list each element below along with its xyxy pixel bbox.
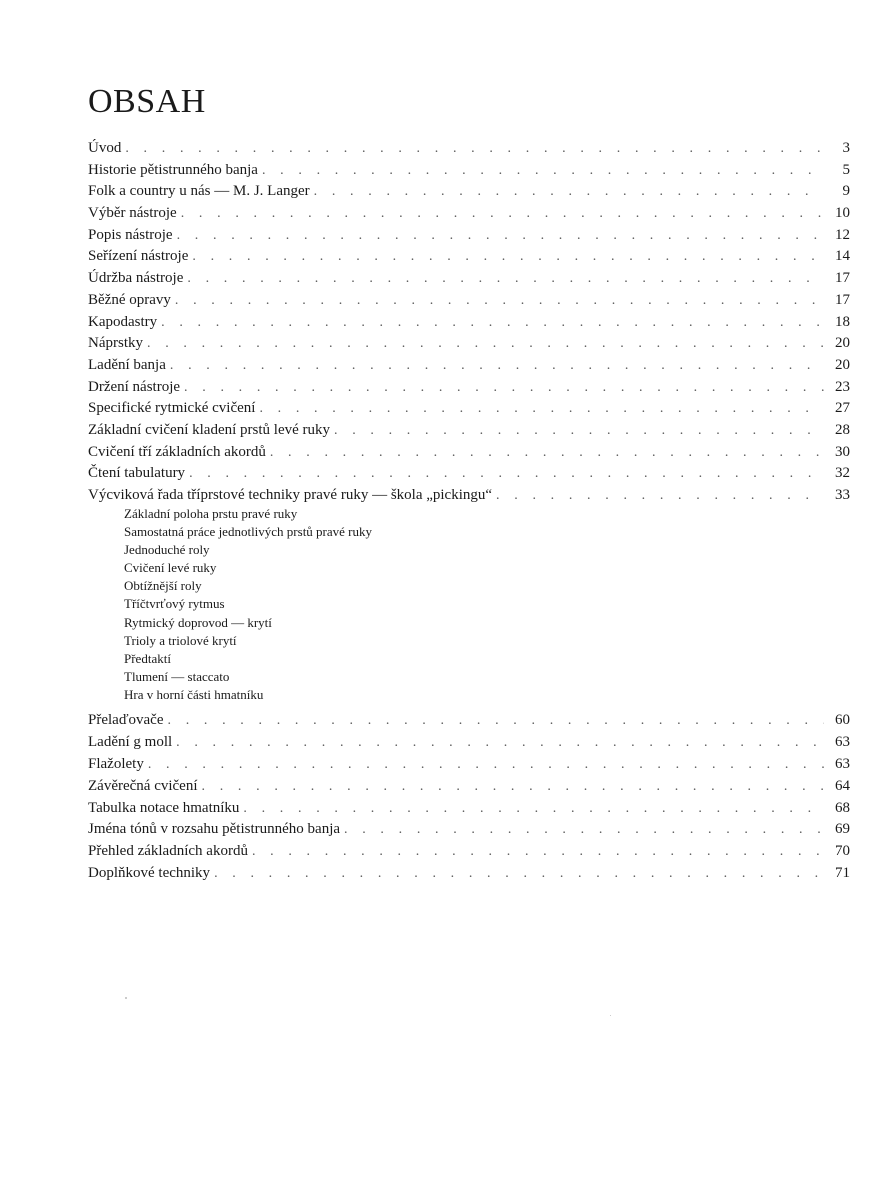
toc-entry bbox=[88, 312, 850, 334]
toc-main-list bbox=[88, 138, 850, 507]
toc-entry bbox=[88, 420, 850, 442]
toc-entry bbox=[88, 333, 850, 355]
toc-entry-title: Úvod bbox=[88, 140, 122, 156]
dot-leader bbox=[270, 442, 824, 464]
toc-entry-page: 20 bbox=[835, 356, 850, 373]
toc-entry bbox=[88, 203, 850, 225]
toc-sub-entry: Obtížnější roly bbox=[124, 578, 202, 594]
toc-entry bbox=[88, 290, 850, 312]
toc-sub-entry: Tříčtvrťový rytmus bbox=[124, 596, 225, 612]
toc-entry-page: 71 bbox=[835, 865, 850, 882]
toc-entry bbox=[88, 398, 850, 420]
toc-entry-page: 27 bbox=[835, 400, 850, 417]
toc-entry bbox=[88, 442, 850, 464]
toc-entry-title: Běžné opravy bbox=[88, 291, 171, 308]
toc-entry-page: 63 bbox=[835, 755, 850, 772]
toc-sub-entry: Samostatná práce jednotlivých prstů pravé ruky bbox=[124, 524, 373, 540]
toc-entry-page: 32 bbox=[835, 465, 850, 482]
toc-entry-page: 70 bbox=[835, 843, 850, 860]
toc-entry-title: Jména tónů v rozsahu pětistrunného banja bbox=[88, 821, 341, 838]
toc-entry-title: Držení nástroje bbox=[88, 378, 181, 395]
toc-entry-title: Základní cvičení kladení prstů levé ruky bbox=[88, 421, 330, 438]
toc-entry-title: Přelaďovače bbox=[88, 712, 164, 728]
toc-entry-page: 30 bbox=[835, 443, 850, 460]
toc-entry bbox=[88, 246, 850, 268]
dot-leader bbox=[334, 420, 824, 442]
toc-entry bbox=[88, 463, 850, 485]
dot-leader bbox=[262, 160, 824, 182]
toc-entry bbox=[88, 841, 850, 863]
dot-leader bbox=[214, 863, 824, 885]
dot-leader bbox=[252, 841, 824, 863]
toc-entry-title: Závěrečná cvičení bbox=[88, 777, 198, 794]
toc-sub-entry: Jednoduché roly bbox=[124, 542, 210, 558]
toc-sub-list bbox=[124, 505, 372, 704]
toc-entry-page: 12 bbox=[835, 226, 850, 243]
dot-leader bbox=[192, 246, 824, 268]
toc-entry-title: Čtení tabulatury bbox=[88, 465, 186, 482]
dot-leader bbox=[161, 312, 824, 334]
toc-entry-title: Historie pětistrunného banja bbox=[88, 161, 258, 178]
dot-leader bbox=[147, 333, 824, 355]
dot-leader bbox=[259, 398, 824, 420]
toc-entry-page: 14 bbox=[835, 248, 850, 265]
toc-entry-page: 69 bbox=[835, 821, 850, 838]
dot-leader bbox=[125, 138, 824, 160]
toc-entry-page: 17 bbox=[835, 291, 850, 308]
toc-entry bbox=[88, 754, 850, 776]
toc-entry bbox=[88, 181, 850, 203]
toc-sub-entry: Hra v horní části hmatníku bbox=[124, 686, 264, 702]
paper-speck bbox=[610, 1015, 611, 1016]
toc-entry-title: Údržba nástroje bbox=[88, 270, 184, 287]
toc-sub-entry: Cvičení levé ruky bbox=[124, 560, 217, 576]
dot-leader bbox=[243, 798, 824, 820]
toc-entry-title: Flažolety bbox=[88, 755, 144, 772]
toc-entry-page: 10 bbox=[835, 205, 850, 222]
toc-entry bbox=[88, 710, 850, 732]
toc-entry-page: 68 bbox=[835, 799, 850, 816]
toc-entry-title: Ladění banja bbox=[88, 356, 166, 373]
toc-entry bbox=[88, 776, 850, 798]
dot-leader bbox=[202, 776, 824, 798]
dot-leader bbox=[176, 732, 824, 754]
toc-entry bbox=[88, 863, 850, 885]
toc-entry-title: Popis nástroje bbox=[88, 226, 173, 243]
toc-entry-page: 18 bbox=[835, 313, 850, 330]
toc-entry-title: Náprstky bbox=[88, 335, 143, 352]
toc-entry-title: Výběr nástroje bbox=[88, 205, 177, 222]
dot-leader bbox=[175, 290, 824, 312]
toc-entry bbox=[88, 138, 850, 160]
toc-entry-page: 5 bbox=[842, 161, 850, 178]
toc-sub-entry: Trioly a triolové krytí bbox=[124, 632, 237, 648]
dot-leader bbox=[148, 754, 824, 776]
toc-entry-page: 20 bbox=[835, 335, 850, 352]
toc-sub-entry: Tlumení — staccato bbox=[124, 668, 230, 684]
toc-entry bbox=[88, 225, 850, 247]
toc-entry-title: Výcviková řada tříprstové techniky pravé ruky — škola „pickingu“ bbox=[88, 487, 493, 503]
toc-entry-title: Seřízení nástroje bbox=[88, 248, 189, 265]
toc-entry bbox=[88, 798, 850, 820]
dot-leader bbox=[168, 710, 825, 732]
toc-entry bbox=[88, 485, 850, 507]
toc-entry bbox=[88, 160, 850, 182]
toc-entry bbox=[88, 732, 850, 754]
dot-leader bbox=[344, 819, 824, 841]
toc-entry-title: Cvičení tří základních akordů bbox=[88, 443, 266, 460]
toc-entry-page: 28 bbox=[835, 421, 850, 438]
toc-entry-title: Ladění g moll bbox=[88, 733, 173, 750]
toc-entry bbox=[88, 819, 850, 841]
toc-entry-page: 23 bbox=[835, 378, 850, 395]
toc-entry-page: 64 bbox=[835, 777, 850, 794]
toc-entry bbox=[88, 355, 850, 377]
toc-entry-page: 60 bbox=[835, 712, 850, 728]
toc-entry-page: 33 bbox=[835, 487, 850, 503]
toc-entry-title: Folk a country u nás — M. J. Langer bbox=[88, 183, 310, 200]
dot-leader bbox=[496, 485, 824, 507]
toc-entry-title: Specifické rytmické cvičení bbox=[88, 400, 256, 417]
toc-sub-entry: Předtaktí bbox=[124, 650, 171, 666]
toc-entry-page: 17 bbox=[835, 270, 850, 287]
toc-entry-title: Přehled základních akordů bbox=[88, 843, 248, 860]
toc-entry-page: 63 bbox=[835, 733, 850, 750]
dot-leader bbox=[177, 225, 824, 247]
toc-entry bbox=[88, 377, 850, 399]
page-title: OBSAH bbox=[88, 83, 206, 120]
dot-leader bbox=[187, 268, 824, 290]
toc-entry-page: 9 bbox=[842, 183, 850, 200]
dot-leader bbox=[181, 203, 824, 225]
toc-entry-title: Kapodastry bbox=[88, 313, 158, 330]
dot-leader bbox=[170, 355, 824, 377]
dot-leader bbox=[314, 181, 824, 203]
toc-sub-entry: Základní poloha prstu pravé ruky bbox=[124, 506, 298, 521]
toc-entry-title: Tabulka notace hmatníku bbox=[88, 799, 240, 816]
dot-leader bbox=[189, 463, 824, 485]
dot-leader bbox=[184, 377, 824, 399]
toc-entry-page: 3 bbox=[842, 140, 850, 156]
toc-tail-list bbox=[88, 710, 850, 885]
toc-entry-title: Doplňkové techniky bbox=[88, 865, 211, 882]
paper-speck bbox=[125, 997, 127, 999]
toc-sub-entry: Rytmický doprovod — krytí bbox=[124, 614, 272, 630]
toc-entry bbox=[88, 268, 850, 290]
